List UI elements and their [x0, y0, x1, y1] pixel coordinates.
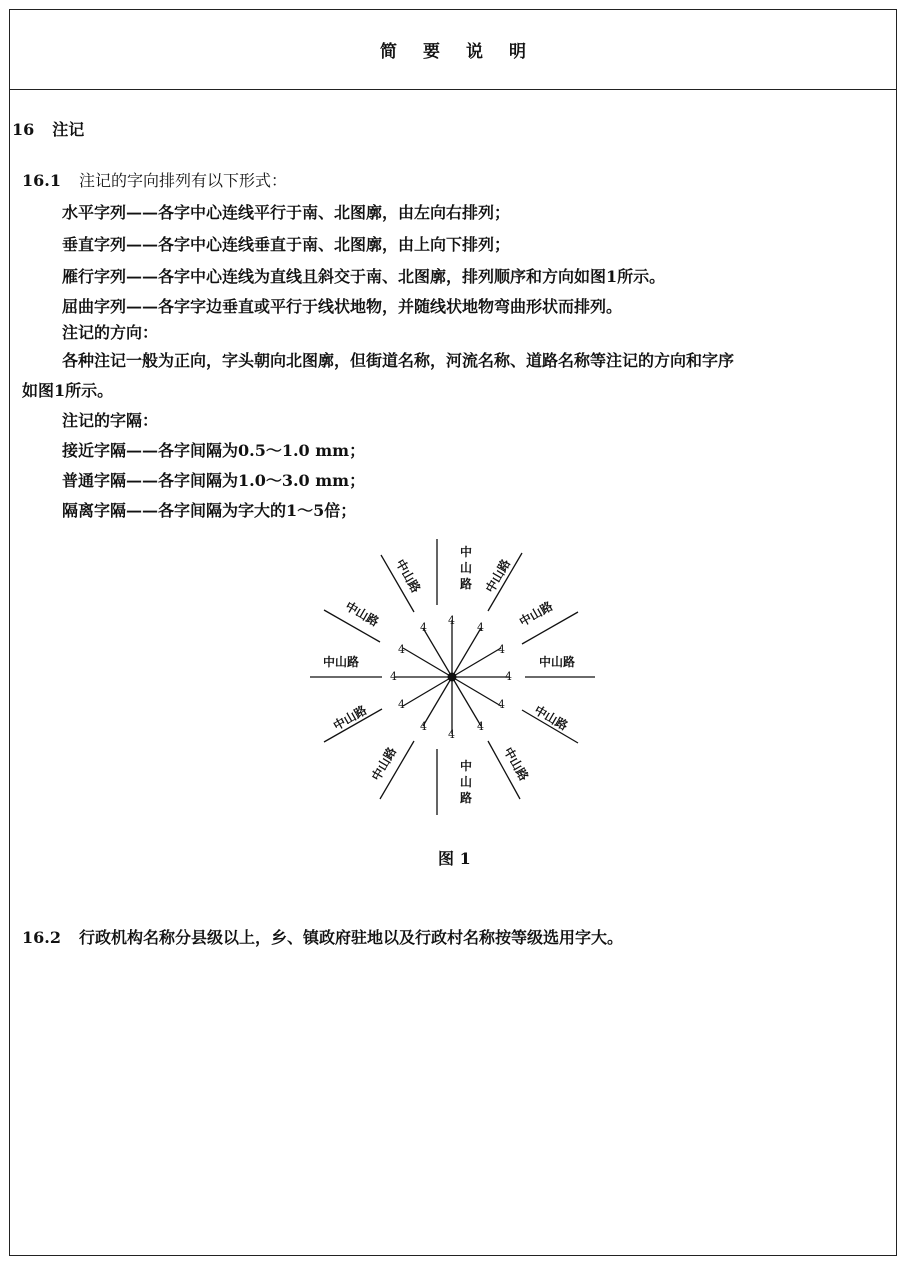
paragraph-line: 注记的字隔：: [62, 411, 159, 430]
section-16-1-intro: [22, 171, 287, 191]
paragraph-line: 垂直字列——各字中心连线垂直于南、北图廓，由上向下排列；: [62, 235, 511, 254]
section-16-title: 注记: [52, 120, 85, 139]
paragraph-line: 雁行字列——各字中心连线为直线且斜交于南、北图廓，排列顺序和方向如图1所示。: [62, 267, 666, 286]
spacing-mark: 4: [420, 720, 427, 733]
section-16-number: 16: [12, 120, 35, 139]
header-bar: [10, 10, 896, 90]
paragraph-line: 各种注记一般为正向，字头朝向北图廓，但街道名称，河流名称、道路名称等注记的方向和字序: [62, 351, 735, 370]
section-16-2-text: 行政机构名称分县级以上，乡、镇政府驻地以及行政村名称按等级选用字大。: [78, 928, 623, 947]
road-label-west: 中山路: [323, 655, 360, 669]
spacing-mark: 4: [390, 670, 397, 683]
figure-1-lines: [290, 527, 610, 827]
paragraph-line: 接近字隔——各字间隔为0.5～1.0 mm；: [62, 441, 366, 460]
paragraph-line: 水平字列——各字中心连线平行于南、北图廓，由左向右排列；: [62, 203, 511, 222]
spacing-mark: 4: [477, 621, 484, 634]
road-label-north: 中山路: [459, 545, 472, 591]
paragraph-line: 普通字隔——各字间隔为1.0～3.0 mm；: [62, 471, 366, 490]
header-title: 简要说明: [380, 42, 552, 62]
paragraph-line: 屈曲字列——各字字边垂直或平行于线状地物，并随线状地物弯曲形状而排列。: [62, 297, 623, 316]
road-label-nne: 中山路: [482, 556, 514, 596]
road-label-ssw: 中山路: [368, 744, 400, 784]
road-label-nnw: 中山路: [392, 556, 424, 596]
spacing-mark: 4: [498, 698, 505, 711]
road-label-ese: 中山路: [531, 702, 571, 734]
section-16-heading: [12, 120, 84, 140]
section-16-1-intro-text: 注记的字向排列有以下形式：: [78, 171, 287, 190]
road-label-ene: 中山路: [516, 598, 556, 630]
section-16-1-number: 16.1: [22, 171, 61, 190]
paragraph-line: 注记的方向：: [62, 323, 159, 342]
center-dot: [448, 673, 457, 682]
spacing-mark: 4: [498, 643, 505, 656]
figure-1-caption: 图 1: [438, 849, 471, 868]
section-16-2-number: 16.2: [22, 928, 61, 947]
spacing-mark: 4: [505, 670, 512, 683]
spacing-mark: 4: [398, 643, 405, 656]
spacing-mark: 4: [420, 621, 427, 634]
spacing-mark: 4: [448, 614, 455, 627]
road-label-wsw: 中山路: [330, 702, 370, 734]
paragraph-line: 隔离字隔——各字间隔为字大的1～5倍；: [62, 501, 357, 520]
spacing-mark: 4: [398, 698, 405, 711]
spacing-mark: 4: [477, 720, 484, 733]
figure-1-diagram: [290, 527, 610, 827]
road-label-south: 中山路: [459, 759, 472, 805]
road-label-sse: 中山路: [500, 744, 532, 784]
road-label-wnw: 中山路: [342, 598, 382, 630]
road-label-east: 中山路: [539, 655, 576, 669]
spacing-mark: 4: [448, 728, 455, 741]
paragraph-line: 如图1所示。: [22, 381, 114, 400]
section-16-2-paragraph: [22, 928, 623, 948]
